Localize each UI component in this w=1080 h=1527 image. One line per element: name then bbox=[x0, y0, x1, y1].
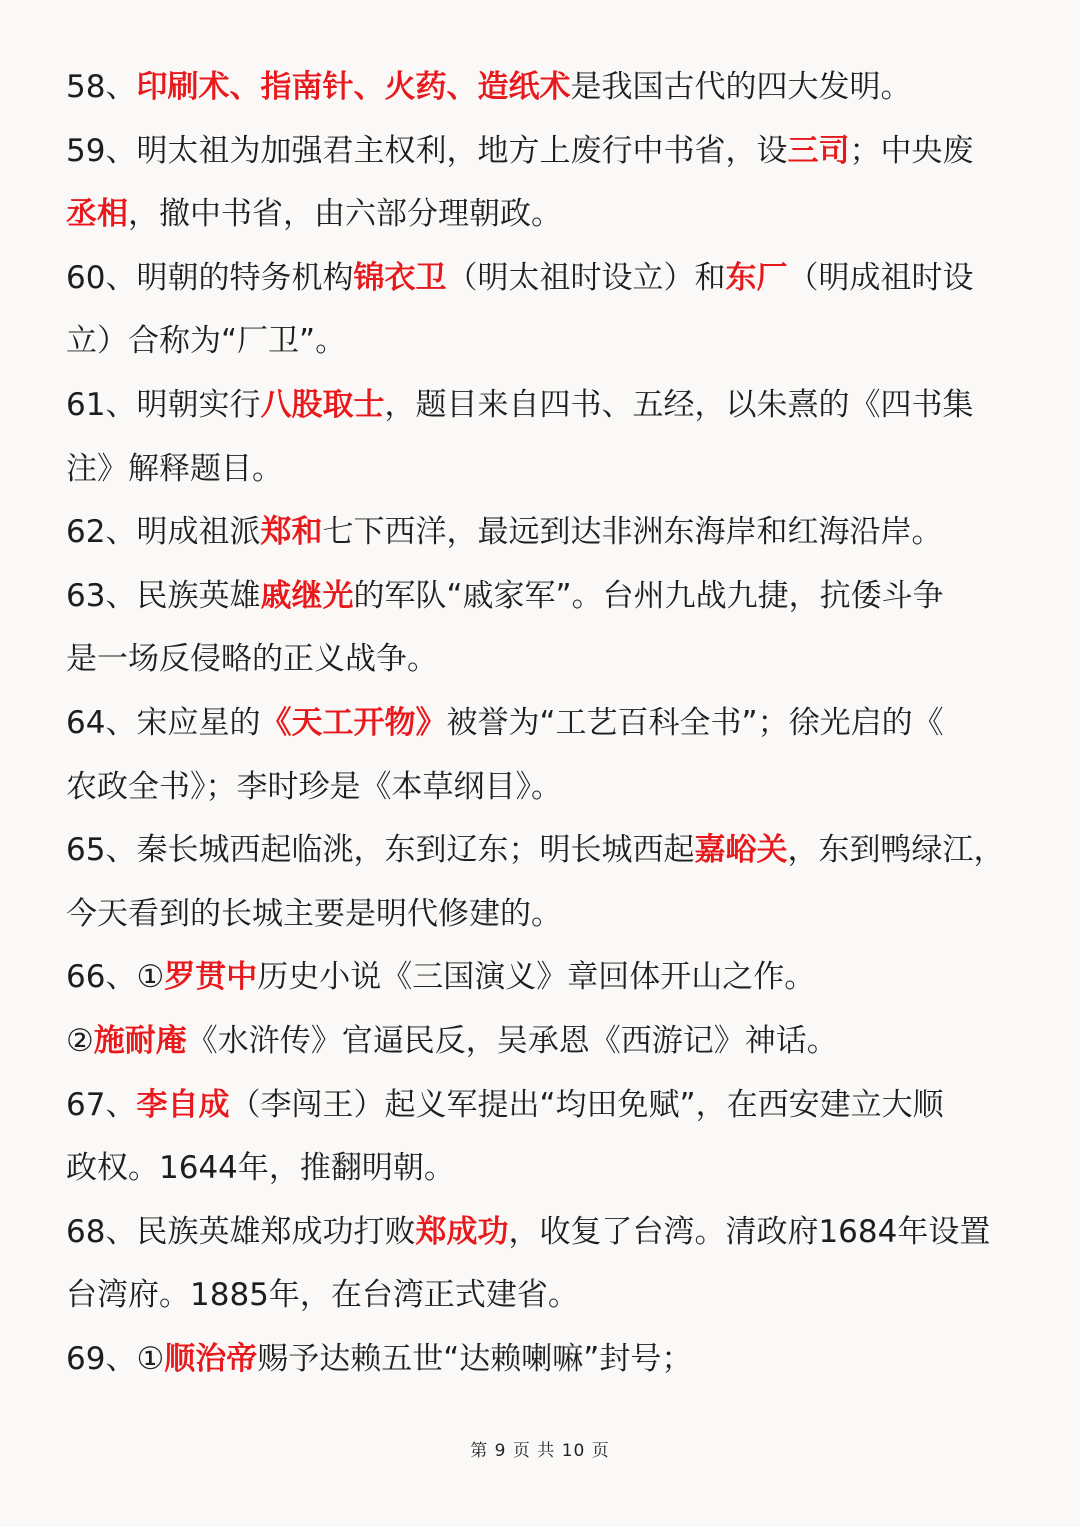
text-segment: 69、① bbox=[66, 1340, 165, 1377]
text-body bbox=[66, 56, 1036, 1391]
text-segment: 立）合称为“厂卫”。 bbox=[66, 323, 347, 360]
text-segment: ，东到鸭绿江， bbox=[787, 832, 1005, 869]
text-line bbox=[66, 374, 1036, 438]
text-segment: 59、明太祖为加强君主权利，地方上废行中书省，设 bbox=[66, 132, 788, 169]
highlighted-term: 八股取士 bbox=[260, 386, 385, 423]
text-segment: 《水浒传》官逼民反，吴承恩《西游记》神话。 bbox=[186, 1022, 838, 1059]
highlighted-term: 郑成功 bbox=[415, 1213, 509, 1250]
text-segment: （李闯王）起义军提出“均田免赋”，在西安建立大顺 bbox=[229, 1086, 944, 1123]
text-segment: 今天看到的长城主要是明代修建的。 bbox=[66, 895, 562, 932]
highlighted-term: 施耐庵 bbox=[93, 1022, 187, 1059]
text-line bbox=[66, 883, 1036, 947]
highlighted-term: 嘉峪关 bbox=[694, 832, 788, 869]
text-line bbox=[66, 946, 1036, 1010]
highlighted-term: 《天工开物》 bbox=[260, 704, 447, 741]
text-segment: （明太祖时设立）和 bbox=[446, 259, 726, 296]
text-segment: 赐予达赖五世“达赖喇嘛”封号； bbox=[257, 1340, 693, 1377]
text-segment: 历史小说《三国演义》章回体开山之作。 bbox=[257, 959, 816, 996]
text-line bbox=[66, 247, 1036, 311]
text-line bbox=[66, 1010, 1036, 1074]
text-segment: 66、① bbox=[66, 959, 165, 996]
text-line bbox=[66, 756, 1036, 820]
highlighted-term: 锦衣卫 bbox=[353, 259, 447, 296]
text-segment: 68、民族英雄郑成功打败 bbox=[66, 1213, 416, 1250]
text-line bbox=[66, 819, 1036, 883]
text-segment: 60、明朝的特务机构 bbox=[66, 259, 354, 296]
text-line bbox=[66, 628, 1036, 692]
text-segment: 62、明成祖派 bbox=[66, 514, 261, 551]
highlighted-term: 东厂 bbox=[725, 259, 788, 296]
highlighted-term: 丞相 bbox=[66, 196, 128, 233]
text-segment: 61、明朝实行 bbox=[66, 386, 261, 423]
text-segment: 的军队“戚家军”。台州九战九捷，抗倭斗争 bbox=[353, 577, 944, 614]
text-line bbox=[66, 183, 1036, 247]
text-segment: ② bbox=[66, 1022, 94, 1059]
text-segment: 63、民族英雄 bbox=[66, 577, 261, 614]
text-line bbox=[66, 1264, 1036, 1328]
text-line bbox=[66, 310, 1036, 374]
highlighted-term: 郑和 bbox=[260, 514, 323, 551]
text-segment: 农政全书》；李时珍是《本草纲目》。 bbox=[66, 768, 562, 805]
text-line bbox=[66, 565, 1036, 629]
text-segment: 七下西洋，最远到达非洲东海岸和红海沿岸。 bbox=[322, 514, 943, 551]
text-segment: 64、宋应星的 bbox=[66, 704, 261, 741]
text-line bbox=[66, 692, 1036, 756]
text-line bbox=[66, 438, 1036, 502]
text-segment: 是我国古代的四大发明。 bbox=[570, 69, 912, 105]
text-segment: （明成祖时设 bbox=[787, 259, 974, 296]
text-segment: ，收复了台湾。清政府1684年设置 bbox=[508, 1213, 991, 1250]
highlighted-term: 李自成 bbox=[136, 1086, 230, 1123]
text-segment: ；中央废 bbox=[849, 132, 974, 169]
text-line bbox=[66, 501, 1036, 565]
text-segment: 是一场反侵略的正义战争。 bbox=[66, 641, 438, 678]
text-line bbox=[66, 1137, 1036, 1201]
text-segment: ，撤中书省，由六部分理朝政。 bbox=[128, 196, 562, 233]
text-segment: 政权。1644年，推翻明朝。 bbox=[66, 1150, 455, 1187]
page-footer: 第 9 页 共 10 页 bbox=[470, 1441, 610, 1461]
text-line bbox=[66, 1201, 1036, 1265]
text-line bbox=[66, 56, 1036, 120]
text-segment: 65、秦长城西起临洮，东到辽东；明长城西起 bbox=[66, 832, 695, 869]
text-segment: 被誉为“工艺百科全书”；徐光启的《 bbox=[446, 704, 944, 741]
highlighted-term: 顺治帝 bbox=[164, 1340, 258, 1377]
text-segment: 67、 bbox=[66, 1086, 137, 1123]
text-line bbox=[66, 1328, 1036, 1392]
text-segment: ，题目来自四书、五经，以朱熹的《四书集 bbox=[384, 386, 974, 423]
highlighted-term: 三司 bbox=[787, 132, 850, 169]
highlighted-term: 罗贯中 bbox=[164, 959, 258, 996]
highlighted-term: 戚继光 bbox=[260, 577, 354, 614]
text-line bbox=[66, 120, 1036, 184]
text-line bbox=[66, 1074, 1036, 1138]
text-segment: 58、 bbox=[66, 69, 137, 105]
highlighted-term: 印刷术、指南针、火药、造纸术 bbox=[136, 69, 571, 105]
text-segment: 注》解释题目。 bbox=[66, 450, 283, 487]
text-segment: 台湾府。1885年，在台湾正式建省。 bbox=[66, 1277, 579, 1314]
